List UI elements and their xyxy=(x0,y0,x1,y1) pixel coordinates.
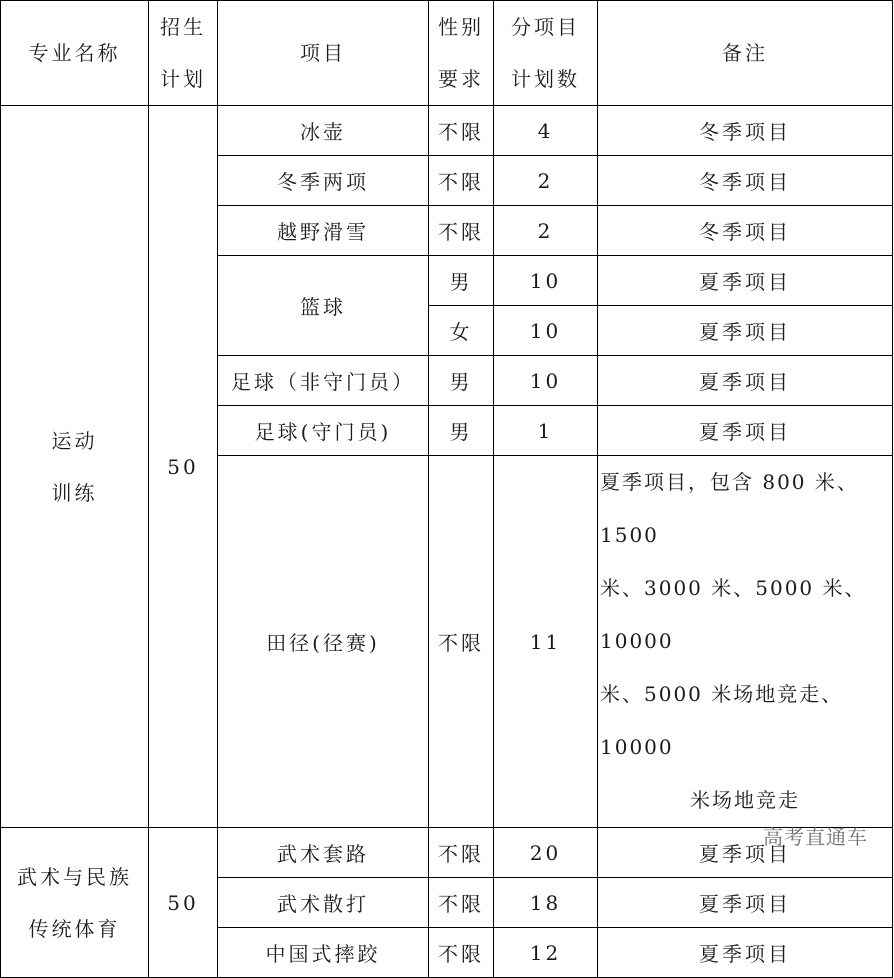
header-count: 分项目 计划数 xyxy=(494,1,598,106)
notes-cell: 夏季项目 xyxy=(598,306,893,356)
header-notes: 备注 xyxy=(598,1,893,106)
header-major: 专业名称 xyxy=(1,1,149,106)
table-row xyxy=(1,106,893,156)
gender-cell: 不限 xyxy=(429,878,494,928)
notes-cell: 夏季项目，包含 800 米、1500 米、3000 米、5000 米、10000 米、5000 米场地竞走、10000 米场地竞走 xyxy=(598,456,893,828)
table-row xyxy=(1,828,893,878)
header-item: 项目 xyxy=(218,1,429,106)
gender-cell: 男 xyxy=(429,406,494,456)
item-cell: 田径(径赛) xyxy=(218,456,429,828)
major-cell: 武术与民族 传统体育 xyxy=(1,828,149,978)
major-cell: 运动 训练 xyxy=(1,106,149,828)
notes-cell: 冬季项目 xyxy=(598,106,893,156)
item-cell: 越野滑雪 xyxy=(218,206,429,256)
gender-cell: 不限 xyxy=(429,456,494,828)
header-gender: 性别 要求 xyxy=(429,1,494,106)
count-cell: 11 xyxy=(494,456,598,828)
header-enroll: 招生 计划 xyxy=(149,1,218,106)
item-cell: 武术散打 xyxy=(218,878,429,928)
count-cell: 2 xyxy=(494,156,598,206)
gender-cell: 男 xyxy=(429,356,494,406)
notes-cell: 夏季项目 xyxy=(598,828,893,878)
notes-cell: 夏季项目 xyxy=(598,928,893,978)
item-cell: 武术套路 xyxy=(218,828,429,878)
notes-cell: 冬季项目 xyxy=(598,206,893,256)
gender-cell: 不限 xyxy=(429,928,494,978)
item-cell: 足球（非守门员） xyxy=(218,356,429,406)
item-cell: 足球(守门员) xyxy=(218,406,429,456)
count-cell: 12 xyxy=(494,928,598,978)
item-cell: 中国式摔跤 xyxy=(218,928,429,978)
gender-cell: 不限 xyxy=(429,828,494,878)
count-cell: 20 xyxy=(494,828,598,878)
header-row xyxy=(1,1,893,106)
count-cell: 18 xyxy=(494,878,598,928)
count-cell: 1 xyxy=(494,406,598,456)
notes-cell: 夏季项目 xyxy=(598,878,893,928)
item-cell: 篮球 xyxy=(218,256,429,356)
count-cell: 2 xyxy=(494,206,598,256)
enroll-cell: 50 xyxy=(149,828,218,978)
watermark: 高考直通车 xyxy=(763,825,868,849)
count-cell: 10 xyxy=(494,306,598,356)
gender-cell: 女 xyxy=(429,306,494,356)
gender-cell: 不限 xyxy=(429,106,494,156)
notes-cell: 夏季项目 xyxy=(598,256,893,306)
gender-cell: 不限 xyxy=(429,156,494,206)
gender-cell: 男 xyxy=(429,256,494,306)
gender-cell: 不限 xyxy=(429,206,494,256)
notes-cell: 冬季项目 xyxy=(598,156,893,206)
item-cell: 冰壶 xyxy=(218,106,429,156)
count-cell: 4 xyxy=(494,106,598,156)
count-cell: 10 xyxy=(494,256,598,306)
item-cell: 冬季两项 xyxy=(218,156,429,206)
count-cell: 10 xyxy=(494,356,598,406)
notes-cell: 夏季项目 xyxy=(598,356,893,406)
notes-cell: 夏季项目 xyxy=(598,406,893,456)
enroll-cell: 50 xyxy=(149,106,218,828)
